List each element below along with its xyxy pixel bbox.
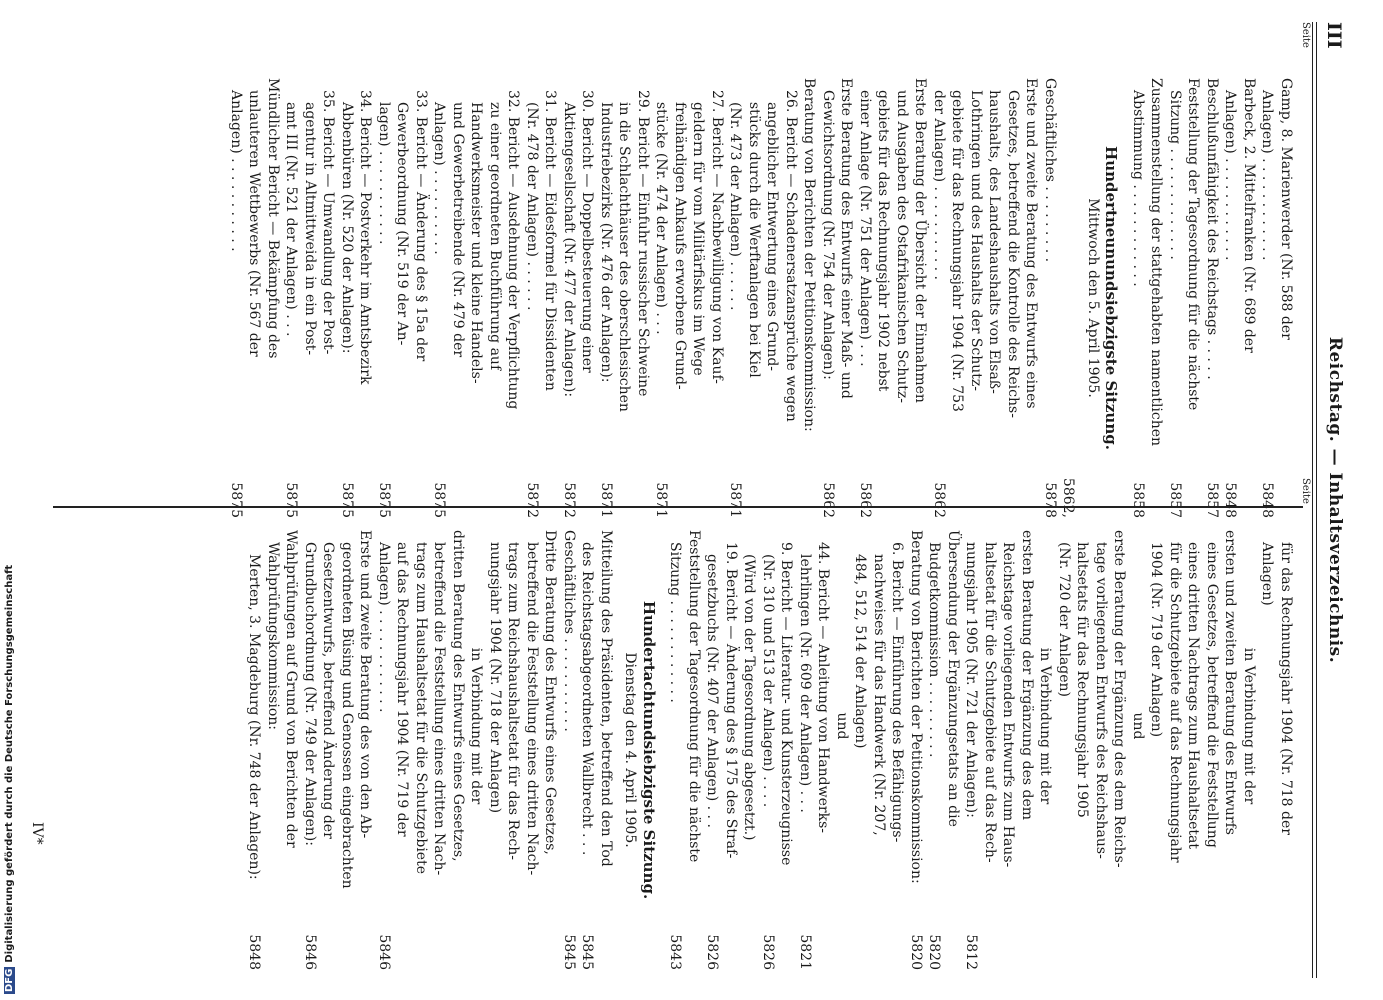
toc-entry-text: dritten Beratung des Entwurfs eines Gesetzes,	[450, 530, 466, 862]
column-divider	[53, 506, 1303, 508]
seite-label-right: Seite	[1300, 22, 1311, 48]
toc-entry-text: Sitzung . . . . . . . . . . . . .	[1167, 90, 1183, 260]
toc-entry	[393, 530, 412, 970]
toc-entry	[1147, 530, 1166, 970]
section-heading-179: Hundertneunundsiebzigste Sitzung.	[1102, 146, 1121, 450]
toc-entry-text: 1904 (Nr. 719 der Anlagen)	[1148, 542, 1165, 738]
toc-entry	[930, 78, 949, 518]
toc-entry	[245, 530, 264, 970]
toc-entry-text: Zusammenstellung der stattgehabten namentlichen	[1148, 78, 1165, 447]
toc-entry-page: 5826	[704, 934, 721, 970]
toc-entry-text: 29. Bericht — Einfuhr russischer Schweine	[635, 90, 651, 397]
toc-entry	[430, 78, 449, 518]
toc-entry-text: angeblicher Entwertung eines Grund-	[764, 102, 781, 372]
toc-entry	[1036, 530, 1055, 970]
toc-entry	[504, 530, 523, 970]
toc-entry	[726, 78, 745, 518]
toc-entry-text: betreffend die Feststellung eines dritten Nach-	[524, 542, 540, 876]
toc-entry	[597, 78, 616, 518]
toc-entry-text: 27. Bericht — Nachbewilligung von Kauf-	[709, 90, 725, 384]
toc-entry	[486, 530, 505, 970]
toc-entry-text: 32. Bericht — Ausdehnung der Verpflichtung	[505, 90, 522, 410]
toc-entry	[763, 78, 782, 518]
toc-entry	[851, 530, 870, 970]
toc-entry-page: 5845	[579, 934, 596, 970]
section-heading-178: Hundertachtundsiebzigste Sitzung.	[640, 600, 658, 900]
toc-entry-text: Erste und zweite Beratung des Entwurfs eines	[1023, 78, 1040, 409]
toc-entry-page: 5848	[1259, 482, 1276, 518]
toc-entry-text: Beschlußunfähigkeit des Reichstags . . . . .	[1204, 78, 1220, 380]
toc-entry-text: unlauteren Wettbewerbs (Nr. 567 der	[246, 90, 263, 357]
toc-entry	[800, 78, 819, 518]
page-number: III	[1323, 22, 1345, 49]
toc-entry-text: lehrlingen (Nr. 609 der Anlagen) . . .	[797, 554, 813, 813]
toc-entry-page: 5872	[524, 482, 540, 518]
toc-entry	[1240, 78, 1259, 518]
toc-entry-page: 5875	[376, 482, 392, 518]
toc-entry-page: 5846	[302, 934, 318, 970]
toc-entry	[375, 530, 394, 970]
toc-entry-text: Industriebezirks (Nr. 476 der Anlagen):	[598, 102, 614, 383]
toc-entry-text: 19. Bericht — Änderung des § 175 des Straf-	[723, 542, 739, 859]
toc-entry-text: 31. Bericht — Eidesformel für Dissidenten	[542, 90, 559, 391]
toc-entry	[833, 530, 852, 970]
toc-entry	[796, 530, 815, 970]
toc-list-a1	[1129, 78, 1296, 518]
toc-entry	[874, 78, 893, 518]
dfg-note: Digitalisierung gefördert durch die Deutsche Forschungsgemeinschaft	[4, 564, 15, 963]
toc-entry	[467, 78, 486, 518]
toc-entry-text: Beratung von Berichten der Petitionskommission:	[908, 530, 924, 884]
toc-entry	[1277, 78, 1296, 518]
toc-entry-text: erste Beratung der Ergänzung des dem Reichs-	[1111, 530, 1128, 868]
toc-entry-page: 5862	[820, 482, 836, 518]
toc-entry	[1129, 530, 1148, 970]
toc-entry	[911, 78, 930, 518]
toc-entry	[703, 530, 722, 970]
toc-entry-text: gesetzbuchs (Nr. 407 der Anlagen) . . .	[704, 554, 721, 828]
toc-entry	[948, 78, 967, 518]
toc-entry	[301, 530, 320, 970]
toc-entry-text: freihändigen Ankaufs erworbene Grund-	[672, 102, 688, 390]
toc-entry	[597, 530, 616, 970]
toc-entry-text: Feststellung der Tagesordnung für die nächste	[686, 530, 702, 863]
toc-entry-text: der Anlagen) . . . . . . . . . . .	[931, 90, 947, 280]
toc-entry	[944, 530, 963, 970]
toc-entry	[1166, 530, 1185, 970]
toc-entry-text: 30. Bericht — Doppelbesteuerung einer	[579, 90, 596, 373]
toc-entry-text: nungsjahr 1905 (Nr. 721 der Anlagen):	[963, 542, 980, 818]
toc-entry	[837, 78, 856, 518]
toc-entry-text: Aktiengesellschaft (Nr. 477 der Anlagen):	[561, 102, 577, 398]
toc-list-b2	[245, 530, 615, 970]
toc-entry-text: in Verbindung mit der	[1037, 647, 1054, 805]
toc-entry	[1073, 530, 1092, 970]
dfg-strip	[4, 0, 18, 1000]
toc-entry-text: Lothringen und des Haushalts der Schutz-	[968, 90, 984, 392]
toc-entry	[962, 530, 981, 970]
toc-entry-page: 5875	[431, 482, 448, 518]
toc-entry-text: gebiets für das Rechnungsjahr 1902 nebst	[875, 90, 892, 392]
toc-entry-text: Grundbuchordnung (Nr. 749 der Anlagen):	[302, 542, 318, 846]
toc-entry	[1203, 530, 1222, 970]
section-date-178: Dienstag den 4. April 1905.	[622, 652, 639, 848]
toc-entry-page: 5871	[598, 482, 614, 518]
signature-mark: IV*	[29, 822, 45, 845]
toc-entry	[282, 530, 301, 970]
toc-entry	[282, 78, 301, 518]
toc-entry	[541, 530, 560, 970]
toc-entry	[967, 78, 986, 518]
toc-entry-text: eines dritten Nachtrags zum Haushaltsetat	[1185, 542, 1202, 849]
toc-entry-text: nungsjahr 1904 (Nr. 718 der Anlagen)	[487, 542, 503, 814]
toc-entry	[1041, 78, 1078, 518]
toc-entry	[814, 530, 833, 970]
toc-entry	[264, 530, 283, 970]
toc-entry	[615, 78, 634, 518]
toc-entry-page: 5871	[653, 482, 670, 518]
toc-entry-text: Abbenbüren (Nr. 520 der Anlagen):	[339, 102, 355, 354]
toc-entry-page: 5820	[926, 934, 943, 970]
toc-entry-text: Anlagen) . . . . . . . . . . . .	[1259, 90, 1276, 261]
toc-entry	[338, 78, 357, 518]
toc-entry	[856, 78, 875, 518]
toc-entry-text: 6. Bericht — Einführung des Befähigungs-	[889, 542, 906, 843]
toc-entry-text: stücke (Nr. 474 der Anlagen) . . .	[653, 102, 670, 335]
toc-column-b	[245, 530, 1295, 970]
toc-entry-text: amt III (Nr. 521 der Anlagen) . . .	[283, 102, 300, 337]
toc-entry-text: Handwerksmeister und kleine Handels-	[468, 102, 485, 384]
toc-entry-text: agentur in Altmittweida in ein Post-	[302, 102, 318, 356]
toc-entry	[634, 78, 653, 518]
toc-entry-text: Feststellung der Tagesordnung für die nächste	[1185, 78, 1202, 411]
toc-entry	[1184, 530, 1203, 970]
toc-entry-text: eines Gesetzes, betreffend die Feststellung	[1204, 542, 1220, 848]
toc-entry	[740, 530, 759, 970]
toc-entry	[981, 530, 1000, 970]
toc-entry	[578, 78, 597, 518]
toc-entry-page: 5875	[339, 482, 355, 518]
toc-entry-text: Budgetkommission . . . . . . . . .	[926, 542, 943, 758]
toc-entry	[1110, 530, 1129, 970]
toc-entry	[745, 78, 764, 518]
toc-entry-text: Anlagen) . . . . . . . . . . . .	[1222, 90, 1239, 261]
toc-entry	[652, 78, 671, 518]
toc-entry-text: Merten, 3. Magdeburg (Nr. 748 der Anlagen):	[246, 554, 263, 880]
toc-entry-text: haltsetat für die Schutzgebiete auf das Rech-	[982, 542, 998, 863]
toc-entry-text: ersten Beratung der Ergänzung des dem	[1019, 530, 1035, 821]
toc-entry-text: (Nr. 478 der Anlagen) . . . . . .	[524, 102, 540, 311]
toc-entry	[671, 78, 690, 518]
toc-entry-text: Anlagen) . . . . . . . . . . . .	[376, 542, 392, 713]
toc-entry-text: (Nr. 310 und 513 der Anlagen) . . . .	[760, 554, 776, 808]
toc-entry	[685, 530, 704, 970]
toc-entry-text: Übersendung der Ergänzungsetats an die	[945, 530, 961, 827]
toc-entry	[412, 78, 431, 518]
toc-entry	[504, 78, 523, 518]
toc-entry	[523, 530, 542, 970]
toc-entry	[393, 78, 412, 518]
toc-entry-text: in Verbindung mit der	[1241, 647, 1257, 805]
toc-entry-text: des Reichstagsabgeordneten Wallbrecht . . .	[579, 542, 596, 856]
toc-entry	[412, 530, 431, 970]
toc-entry	[264, 78, 283, 518]
toc-entry-page: 5826	[760, 934, 776, 970]
toc-entry-text: in die Schlachthäuser des oberschlesischen	[616, 102, 633, 412]
toc-entry-text: tage vorliegenden Entwurfs des Reichshaus-	[1093, 542, 1109, 859]
toc-entry	[486, 78, 505, 518]
toc-entry	[985, 78, 1004, 518]
toc-entry-page: 5872	[561, 482, 577, 518]
toc-entry-text: nachweises für das Handwerk (Nr. 207,	[871, 554, 887, 836]
toc-entry	[1129, 78, 1148, 518]
toc-entry-text: Sitzung . . . . . . . . . . . .	[667, 542, 684, 703]
toc-entry	[1055, 530, 1074, 970]
toc-entry	[541, 78, 560, 518]
toc-entry-page: 5846	[376, 934, 392, 970]
toc-entry-text: einer Anlage (Nr. 751 der Anlagen) . . .	[857, 90, 873, 367]
toc-entry	[888, 530, 907, 970]
seite-label-left: Seite	[1300, 478, 1311, 504]
toc-entry-text: 34. Bericht — Postverkehr im Amtsbezirk	[357, 90, 374, 385]
toc-entry	[1221, 78, 1240, 518]
toc-entry	[1277, 530, 1296, 970]
toc-entry-text: zu einer geordneten Buchführung auf	[487, 102, 503, 371]
toc-entry-text: Beratung von Berichten der Petitionskommission:	[801, 78, 818, 432]
toc-entry	[319, 530, 338, 970]
toc-entry	[999, 530, 1018, 970]
toc-entry-text: 26. Bericht — Schadenersatzansprüche wegen	[783, 90, 799, 422]
header-rule	[1316, 22, 1317, 978]
toc-entry	[907, 530, 926, 970]
section-date-179: Mittwoch den 5. April 1905.	[1085, 198, 1101, 398]
toc-entry-page: 5857	[1167, 482, 1183, 518]
toc-entry-page: 5820	[908, 934, 924, 970]
toc-entry-page: 5848	[1222, 482, 1239, 518]
toc-entry-text: Gesetzentwurfs, betreffend Änderung der	[320, 542, 337, 839]
toc-entry-text: Erste und zweite Beratung des von den Ab-	[357, 530, 374, 839]
toc-entry-text: Erste Beratung der Übersicht der Einnahmen	[912, 78, 929, 403]
toc-entry	[1203, 78, 1222, 518]
toc-entry	[449, 78, 468, 518]
toc-entry	[1258, 78, 1277, 518]
toc-entry-text: trags zum Haushaltsetat für die Schutzgebiete	[413, 542, 429, 874]
toc-entry	[666, 530, 685, 970]
toc-entry	[1184, 78, 1203, 518]
toc-entry-text: 44. Bericht — Anleitung von Handwerks-	[815, 542, 832, 833]
toc-entry-text: Geschäftliches . . . . . . . . .	[1042, 78, 1058, 263]
toc-entry-text: 9. Bericht — Literatur- und Kunsterzeugnisse	[778, 542, 795, 866]
toc-entry-text: betreffend die Feststellung eines dritten Nach-	[431, 542, 448, 876]
toc-entry-text: Geschäftliches . . . . . . . . . . .	[561, 530, 577, 732]
toc-entry-text: und	[834, 712, 850, 740]
toc-entry-text: (Wird von der Tagesordnung abgesetzt.)	[741, 554, 758, 841]
toc-entry-text: und	[1130, 712, 1146, 740]
toc-entry-page: 5858	[1130, 482, 1146, 518]
toc-entry	[1018, 530, 1037, 970]
toc-entry	[759, 530, 778, 970]
toc-entry-text: Wahlprüfungen auf Grund von Berichten der	[283, 530, 300, 848]
toc-entry-page: 5875	[283, 482, 300, 518]
toc-entry	[319, 78, 338, 518]
toc-entry-text: Reichstage vorliegenden Entwurfs zum Haus-	[1000, 542, 1017, 868]
toc-entry	[1166, 78, 1185, 518]
toc-entry-page: 5812	[963, 934, 980, 970]
toc-entry	[338, 530, 357, 970]
toc-entry-text: Anlagen)	[1259, 542, 1276, 606]
toc-entry-page: 5862	[857, 482, 873, 518]
toc-entry	[782, 78, 801, 518]
toc-entry-text: 33. Bericht — Änderung des § 15a der	[413, 90, 429, 362]
toc-entry-text: Anlagen) . . . . . . . . . .	[431, 102, 448, 255]
toc-entry	[689, 78, 708, 518]
toc-entry-text: auf das Rechnungsjahr 1904 (Nr. 719 der	[394, 542, 411, 837]
toc-entry-text: in Verbindung mit der	[468, 647, 485, 805]
toc-column-a	[227, 78, 1296, 518]
toc-entry-page: 5821	[797, 934, 813, 970]
toc-entry-text: haushalts, des Landeshaushalts von Elsaß-	[986, 90, 1003, 394]
toc-entry	[578, 530, 597, 970]
toc-entry-page: 5857	[1204, 482, 1220, 518]
toc-entry-text: lagen) . . . . . . . . . . .	[376, 102, 392, 245]
toc-entry-page: 5845	[561, 934, 577, 970]
toc-entry	[819, 78, 838, 518]
toc-entry-text: Erste Beratung des Entwurfs einer Maß- und	[838, 78, 855, 399]
toc-list-b1	[666, 530, 1295, 970]
toc-entry-text: Barbeck, 2. Mittelfranken (Nr. 689 der	[1241, 78, 1257, 353]
toc-entry	[722, 530, 741, 970]
toc-entry-text: Gewichtsordnung (Nr. 754 der Anlagen):	[820, 90, 836, 380]
toc-entry	[356, 530, 375, 970]
toc-entry-text: und Gewerbetreibende (Nr. 479 der	[450, 102, 466, 358]
toc-entry-text: Mündlicher Bericht — Bekämpfung des	[265, 78, 281, 359]
toc-entry-page: 5862	[931, 482, 947, 518]
toc-entry	[1004, 78, 1023, 518]
toc-entry	[708, 78, 727, 518]
toc-entry-text: für die Schutzgebiete auf das Rechnungsjahr	[1167, 542, 1183, 863]
toc-list-a2	[227, 78, 1078, 518]
toc-entry	[1240, 530, 1259, 970]
header-rule-thin	[1312, 22, 1313, 978]
toc-entry	[1221, 530, 1240, 970]
toc-entry-page: 5848	[246, 934, 263, 970]
toc-entry-text: 484, 512, 514 der Anlagen)	[852, 554, 869, 749]
toc-entry	[1022, 78, 1041, 518]
toc-entry	[870, 530, 889, 970]
dfg-logo: DFG	[4, 968, 15, 992]
toc-entry	[523, 78, 542, 518]
toc-entry	[356, 78, 375, 518]
toc-entry-text: Gesetzes, betreffend die Kontrolle des Reichs-	[1005, 90, 1021, 418]
toc-entry-text: Dritte Beratung des Entwurfs eines Gesetzes,	[542, 530, 559, 855]
toc-entry-text: Mitteilung des Präsidenten, betreffend den Tod	[598, 530, 614, 867]
toc-entry	[560, 530, 579, 970]
toc-entry	[777, 530, 796, 970]
toc-entry-text: geldern für vom Militärfiskus im Wege	[690, 102, 707, 376]
page-title: Reichstag. — Inhaltsverzeichnis.	[1325, 336, 1345, 664]
toc-entry-text: Gewerbeordnung (Nr. 519 der An-	[394, 102, 411, 346]
toc-entry-text: Wahlprüfungskommission:	[265, 542, 281, 730]
toc-entry	[893, 78, 912, 518]
toc-entry-page: 5843	[667, 934, 684, 970]
toc-entry-text: ersten und zweiten Beratung des Entwurfs	[1222, 530, 1239, 835]
toc-entry-text: gebiete für das Rechnungsjahr 1904 (Nr. 753	[949, 90, 966, 412]
page-header	[1321, 22, 1345, 978]
toc-entry-text: trags zum Reichshaushaltsetat für das Rech-	[505, 542, 522, 860]
toc-entry	[245, 78, 264, 518]
toc-entry-text: Abstimmung . . . . . . . . . . . .	[1130, 90, 1146, 287]
toc-entry-text: und Ausgaben des Ostafrikanischen Schutz-	[894, 90, 910, 403]
toc-entry	[925, 530, 944, 970]
toc-entry-page: 5862, 5878	[1042, 477, 1077, 518]
toc-entry-page: 5875	[228, 482, 244, 518]
toc-entry-page: 5871	[727, 482, 744, 518]
toc-entry	[1147, 78, 1166, 518]
toc-entry-text: Gamp, 8. Marienwerder (Nr. 588 der	[1278, 78, 1294, 340]
toc-entry	[449, 530, 468, 970]
toc-entry	[375, 78, 394, 518]
toc-entry-text: stücks durch die Werftanlagen bei Kiel	[746, 102, 762, 378]
toc-entry	[1258, 530, 1277, 970]
toc-entry-text: haltsetats für das Rechnungsjahr 1905	[1074, 542, 1091, 818]
toc-entry-text: Anlagen) . . . . . . . . . . .	[228, 90, 244, 252]
toc-entry	[467, 530, 486, 970]
toc-entry	[430, 530, 449, 970]
toc-entry-text: (Nr. 720 der Anlagen)	[1056, 542, 1072, 698]
toc-entry	[227, 78, 246, 518]
toc-entry-text: geordneten Büsing und Genossen eingebrachten	[339, 542, 355, 889]
toc-entry	[301, 78, 320, 518]
toc-entry	[1092, 530, 1111, 970]
toc-entry-text: 35. Bericht — Umwandlung der Post-	[320, 90, 337, 355]
toc-entry-text: (Nr. 473 der Anlagen) . . . . . .	[727, 102, 744, 311]
toc-entry-text: für das Rechnungsjahr 1904 (Nr. 718 der	[1278, 542, 1294, 835]
toc-entry	[560, 78, 579, 518]
